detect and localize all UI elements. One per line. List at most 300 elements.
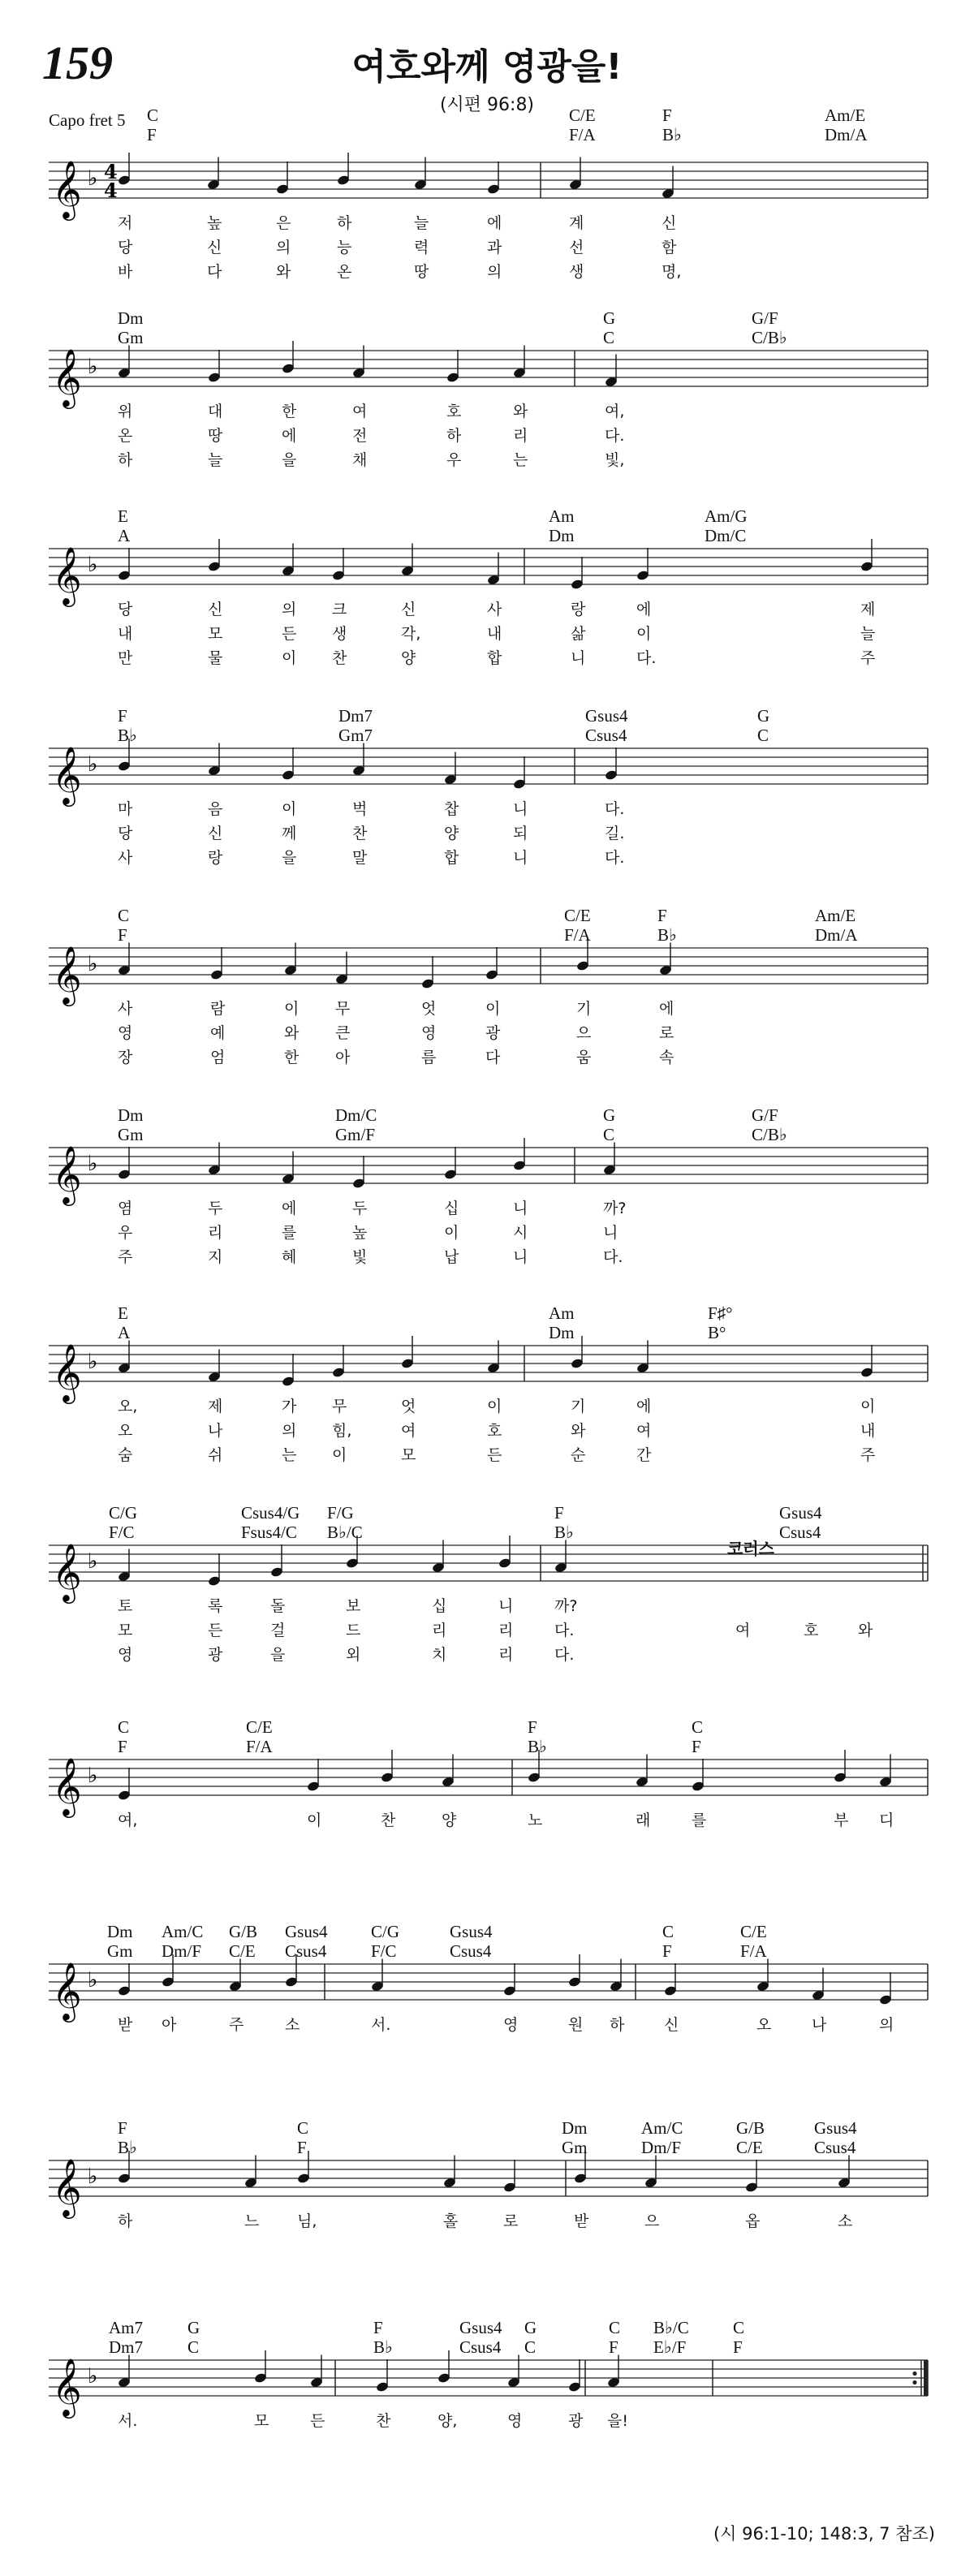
capo-label: Capo fret 5 (49, 110, 126, 130)
lyric-syllable: 와 (571, 1422, 586, 1440)
chord-symbol: Gm (118, 1125, 144, 1144)
chord-symbol: Am/C (641, 2118, 683, 2138)
lyric-syllable: 각, (401, 625, 421, 643)
lyric-syllable: 와 (276, 263, 291, 281)
chord-symbol: B♭ (373, 2337, 393, 2357)
lyric-syllable: 예 (210, 1024, 226, 1042)
lyric-syllable: 생 (332, 625, 347, 643)
music-staff (0, 1123, 974, 1213)
lyric-syllable: 에 (659, 1000, 674, 1018)
chord-symbol: F (118, 706, 127, 726)
lyric-syllable: 선 (569, 239, 584, 256)
lyric-syllable: 광 (208, 1646, 223, 1664)
chord-symbol: Fsus4/C (241, 1523, 297, 1542)
chord-symbol: C/E (246, 1717, 273, 1737)
lyric-syllable: 외 (346, 1646, 361, 1664)
lyric-syllable: 서. (371, 2016, 391, 2034)
lyric-syllable: 든 (208, 1622, 223, 1639)
chord-symbol: C/E (740, 1922, 767, 1941)
lyric-syllable: 느 (244, 2212, 260, 2230)
lyric-syllable: 다. (603, 1248, 623, 1266)
lyric-syllable: 에 (636, 601, 652, 618)
lyric-syllable: 늘 (860, 625, 876, 643)
lyric-syllable: 만 (118, 649, 133, 667)
lyric-syllable: 님, (297, 2212, 317, 2230)
lyric-syllable: 니 (513, 1200, 528, 1217)
lyric-syllable: 두 (208, 1200, 223, 1217)
lyric-syllable: 의 (282, 1422, 297, 1440)
chord-symbol: Dm (107, 1922, 133, 1941)
chord-symbol: B° (708, 1323, 726, 1342)
lyric-syllable: 영 (507, 2412, 523, 2430)
chord-symbol: F (147, 125, 157, 144)
lyric-syllable: 음 (208, 800, 223, 818)
chord-symbol: Gsus4 (779, 1503, 822, 1523)
lyric-syllable: 오 (756, 2016, 772, 2034)
lyric-syllable: 내 (860, 1422, 876, 1440)
lyric-syllable: 니 (513, 1248, 528, 1266)
treble-clef-icon: 𝄞 (52, 1144, 82, 1204)
lyric-syllable: 다 (207, 263, 222, 281)
lyric-syllable: 드 (346, 1622, 361, 1639)
lyric-syllable: 엇 (421, 1000, 437, 1018)
treble-clef-icon: 𝄞 (52, 545, 82, 605)
music-staff (0, 2336, 974, 2425)
chord-symbol: C (692, 1717, 704, 1737)
lyric-syllable: 와 (513, 403, 528, 420)
lyric-syllable: 모 (118, 1622, 133, 1639)
lyric-syllable: 돌 (270, 1597, 286, 1615)
lyric-syllable: 내 (118, 625, 133, 643)
lyric-syllable: 력 (414, 239, 429, 256)
lyric-syllable: 리 (432, 1622, 447, 1639)
lyric-syllable: 의 (487, 263, 502, 281)
chord-symbol: F (733, 2337, 743, 2357)
lyric-syllable: 을 (282, 849, 297, 867)
lyric-syllable: 랑 (571, 601, 586, 618)
lyric-syllable: 온 (337, 263, 352, 281)
chord-symbol: C (603, 1125, 615, 1144)
lyric-syllable: 보 (346, 1597, 361, 1615)
chord-symbol: B♭ (118, 726, 137, 745)
lyric-syllable: 장 (118, 1049, 133, 1066)
lyric-syllable: 명, (662, 263, 682, 281)
chord-symbol: Gm (107, 1941, 133, 1961)
lyric-syllable: 시 (513, 1224, 528, 1242)
lyric-syllable: 찹 (444, 800, 459, 818)
lyric-syllable: 여 (636, 1422, 652, 1440)
lyric-syllable: 께 (282, 825, 297, 842)
lyric-syllable: 힘, (332, 1422, 352, 1440)
chord-symbol: C/B♭ (752, 1125, 787, 1144)
chord-symbol: Dm (549, 526, 575, 545)
lyric-syllable: 에 (636, 1398, 652, 1415)
chord-symbol: Gsus4 (285, 1922, 328, 1941)
lyric-syllable: 길. (605, 825, 625, 842)
chord-symbol: G/F (752, 308, 778, 328)
lyric-syllable: 록 (208, 1597, 223, 1615)
lyric-syllable: 영 (503, 2016, 519, 2034)
treble-clef-icon: 𝄞 (52, 2157, 82, 2216)
lyric-syllable: 받 (574, 2212, 589, 2230)
lyric-syllable: 능 (337, 239, 352, 256)
lyric-syllable: 이 (284, 1000, 300, 1018)
lyric-syllable: 리 (498, 1622, 514, 1639)
key-signature-flat-icon: ♭ (88, 1764, 98, 1788)
lyric-syllable: 여 (401, 1422, 416, 1440)
lyric-syllable: 이 (307, 1811, 322, 1829)
lyric-syllable: 하 (118, 2212, 133, 2230)
lyric-syllable: 로 (503, 2212, 519, 2230)
chord-symbol: C (118, 1717, 130, 1737)
lyric-syllable: 지 (208, 1248, 223, 1266)
lyric-syllable: 엄 (210, 1049, 226, 1066)
chord-symbol: F/A (564, 925, 591, 945)
lyric-syllable: 다. (605, 800, 625, 818)
lyric-syllable: 노 (528, 1811, 543, 1829)
lyric-syllable: 여 (352, 403, 368, 420)
lyric-syllable: 혜 (282, 1248, 297, 1266)
lyric-syllable: 양, (437, 2412, 458, 2430)
lyric-syllable: 다 (485, 1049, 501, 1066)
lyric-syllable: 까? (554, 1597, 578, 1615)
lyric-syllable: 우 (118, 1224, 133, 1242)
chord-symbol: C (147, 106, 159, 125)
chord-symbol: B♭ (118, 2138, 137, 2157)
lyric-syllable: 을 (282, 451, 297, 469)
chord-symbol: Dm (549, 1323, 575, 1342)
lyric-syllable: 한 (284, 1049, 300, 1066)
chord-symbol: Am (549, 1303, 575, 1323)
lyric-syllable: 양 (401, 649, 416, 667)
chord-symbol: Dm7 (109, 2337, 143, 2357)
repeat-barline (924, 2360, 928, 2396)
key-signature-flat-icon: ♭ (88, 1968, 98, 1992)
chord-symbol: Am/E (825, 106, 866, 125)
chord-symbol: F/A (740, 1941, 767, 1961)
lyric-syllable: 물 (208, 649, 223, 667)
lyric-syllable: 치 (432, 1646, 447, 1664)
lyric-syllable: 큰 (335, 1024, 351, 1042)
lyric-syllable: 다. (605, 849, 625, 867)
lyric-syllable: 나 (812, 2016, 827, 2034)
chord-symbol: F/A (569, 125, 596, 144)
key-signature-flat-icon: ♭ (88, 952, 98, 976)
lyric-syllable: 말 (352, 849, 368, 867)
chord-symbol: B♭ (662, 125, 682, 144)
scripture-subtitle: (시편 96:8) (439, 95, 535, 115)
repeat-dot (912, 2371, 916, 2376)
chord-symbol: F♯° (708, 1303, 733, 1323)
chord-symbol: Csus4 (285, 1941, 327, 1961)
lyric-syllable: 합 (444, 849, 459, 867)
lyric-syllable: 름 (421, 1049, 437, 1066)
chord-symbol: Csus4 (585, 726, 627, 745)
key-signature-flat-icon: ♭ (88, 553, 98, 577)
lyric-syllable: 하 (610, 2016, 625, 2034)
lyric-syllable: 신 (207, 239, 222, 256)
chord-symbol: B♭ (554, 1523, 574, 1542)
lyric-syllable: 다. (605, 427, 625, 445)
lyric-syllable: 대 (208, 403, 223, 420)
chord-symbol: Dm/F (162, 1941, 202, 1961)
treble-clef-icon: 𝄞 (52, 2357, 82, 2416)
lyric-syllable: 서. (118, 2412, 138, 2430)
lyric-syllable: 납 (444, 1248, 459, 1266)
lyric-syllable: 저 (118, 214, 133, 232)
key-signature-flat-icon: ♭ (88, 752, 98, 777)
lyric-syllable: 에 (282, 1200, 297, 1217)
lyric-syllable: 토 (118, 1597, 133, 1615)
lyric-syllable: 크 (332, 601, 347, 618)
chord-symbol: Gsus4 (459, 2318, 502, 2337)
chord-symbol: C/E (569, 106, 596, 125)
lyric-syllable: 가 (282, 1398, 297, 1415)
treble-clef-icon: 𝄞 (52, 159, 82, 218)
lyric-syllable: 리 (513, 427, 528, 445)
lyric-syllable: 쉬 (208, 1446, 223, 1464)
lyric-syllable: 광 (485, 1024, 501, 1042)
key-signature-flat-icon: ♭ (88, 166, 98, 191)
lyric-syllable: 양 (444, 825, 459, 842)
chorus-lyric-syllable: 와 (858, 1622, 873, 1639)
chord-symbol: F (373, 2318, 383, 2337)
key-signature-flat-icon: ♭ (88, 2364, 98, 2389)
lyric-syllable: 을! (607, 2412, 628, 2430)
chord-symbol: F (528, 1717, 537, 1737)
lyric-syllable: 홀 (443, 2212, 459, 2230)
lyric-syllable: 이 (282, 649, 297, 667)
lyric-syllable: 여, (118, 1811, 138, 1829)
chord-symbol: G/B (736, 2118, 765, 2138)
lyric-syllable: 이 (636, 625, 652, 643)
chord-symbol: Dm7 (338, 706, 373, 726)
lyric-syllable: 이 (332, 1446, 347, 1464)
lyric-syllable: 제 (860, 601, 876, 618)
lyric-syllable: 주 (118, 1248, 133, 1266)
lyric-syllable: 니 (603, 1224, 618, 1242)
chord-symbol: Gsus4 (814, 2118, 857, 2138)
hymn-title: 여호와께 영광을! (351, 46, 623, 88)
lyric-syllable: 기 (576, 1000, 592, 1018)
lyric-syllable: 빛 (352, 1248, 368, 1266)
lyric-syllable: 신 (208, 601, 223, 618)
music-staff (0, 1735, 974, 1824)
lyric-syllable: 오, (118, 1398, 138, 1415)
chord-symbol: Dm/A (825, 125, 868, 144)
hymn-number: 159 (42, 37, 113, 89)
lyric-syllable: 다. (554, 1622, 575, 1639)
key-signature-flat-icon: ♭ (88, 1152, 98, 1176)
lyric-syllable: 디 (879, 1811, 894, 1829)
lyric-syllable: 받 (118, 2016, 133, 2034)
chord-symbol: F (118, 2118, 127, 2138)
chord-symbol: B♭ (657, 925, 677, 945)
lyric-syllable: 과 (487, 239, 502, 256)
chord-symbol: Gm (562, 2138, 588, 2157)
lyric-syllable: 광 (568, 2412, 584, 2430)
music-staff (0, 724, 974, 813)
chord-symbol: A (118, 1323, 131, 1342)
chord-symbol: F (118, 1737, 127, 1756)
lyric-syllable: 생 (569, 263, 584, 281)
lyric-syllable: 전 (352, 427, 368, 445)
chord-symbol: Gm7 (338, 726, 373, 745)
lyric-syllable: 를 (282, 1224, 297, 1242)
lyric-syllable: 원 (568, 2016, 584, 2034)
lyric-syllable: 당 (118, 239, 133, 256)
lyric-syllable: 하 (337, 214, 352, 232)
chord-symbol: C/G (371, 1922, 400, 1941)
chord-symbol: E♭/F (653, 2337, 687, 2357)
lyric-syllable: 을 (270, 1646, 286, 1664)
lyric-syllable: 를 (692, 1811, 707, 1829)
key-signature-flat-icon: ♭ (88, 2165, 98, 2189)
chord-symbol: C (297, 2118, 309, 2138)
lyric-syllable: 벅 (352, 800, 368, 818)
lyric-syllable: 계 (569, 214, 584, 232)
lyric-syllable: 랑 (208, 849, 223, 867)
chord-symbol: Gm/F (335, 1125, 376, 1144)
lyric-syllable: 찬 (376, 2412, 391, 2430)
lyric-syllable: 모 (208, 625, 223, 643)
lyric-syllable: 영 (118, 1024, 133, 1042)
lyric-syllable: 높 (352, 1224, 368, 1242)
chord-symbol: G (603, 1105, 616, 1125)
lyric-syllable: 간 (636, 1446, 652, 1464)
lyric-syllable: 부 (834, 1811, 849, 1829)
chord-symbol: F (657, 906, 667, 925)
lyric-syllable: 이 (282, 800, 297, 818)
chord-symbol: F (609, 2337, 618, 2357)
lyric-syllable: 소 (838, 2212, 853, 2230)
music-staff (0, 1940, 974, 2029)
lyric-syllable: 으 (644, 2212, 660, 2230)
lyric-syllable: 당 (118, 825, 133, 842)
lyric-syllable: 속 (659, 1049, 674, 1066)
lyric-syllable: 무 (332, 1398, 347, 1415)
lyric-syllable: 찬 (332, 649, 347, 667)
lyric-syllable: 엇 (401, 1398, 416, 1415)
chord-symbol: C/B♭ (752, 328, 787, 347)
lyric-syllable: 든 (282, 625, 297, 643)
chord-symbol: E (118, 506, 128, 526)
lyric-syllable: 이 (444, 1224, 459, 1242)
lyric-syllable: 이 (860, 1398, 876, 1415)
treble-clef-icon: 𝄞 (52, 1542, 82, 1601)
time-signature-top: 4 (104, 160, 118, 183)
chord-symbol: F/C (109, 1523, 135, 1542)
lyric-syllable: 으 (576, 1024, 592, 1042)
chorus-lyric-syllable: 여 (735, 1622, 751, 1639)
lyric-syllable: 사 (118, 849, 133, 867)
lyric-syllable: 리 (498, 1646, 514, 1664)
lyric-syllable: 우 (446, 451, 462, 469)
chord-symbol: Gsus4 (585, 706, 628, 726)
lyric-syllable: 신 (662, 214, 677, 232)
chord-symbol: C (187, 2337, 200, 2357)
chord-symbol: F (692, 1737, 701, 1756)
lyric-syllable: 까? (603, 1200, 627, 1217)
chord-symbol: Gsus4 (450, 1922, 493, 1941)
chord-symbol: C (609, 2318, 621, 2337)
chord-symbol: G (524, 2318, 537, 2337)
lyric-syllable: 내 (487, 625, 502, 643)
lyric-syllable: 제 (208, 1398, 223, 1415)
chord-symbol: F/A (246, 1737, 273, 1756)
chord-symbol: Am/G (705, 506, 748, 526)
chord-symbol: Csus4 (779, 1523, 821, 1542)
lyric-syllable: 니 (513, 849, 528, 867)
lyric-syllable: 숨 (118, 1446, 133, 1464)
chord-symbol: Gm (118, 328, 144, 347)
lyric-syllable: 온 (118, 427, 133, 445)
chord-symbol: C (603, 328, 615, 347)
lyric-syllable: 로 (659, 1024, 674, 1042)
treble-clef-icon: 𝄞 (52, 945, 82, 1004)
lyric-syllable: 에 (487, 214, 502, 232)
lyric-syllable: 한 (282, 403, 297, 420)
chord-symbol: Csus4 (459, 2337, 502, 2357)
lyric-syllable: 주 (860, 1446, 876, 1464)
lyric-syllable: 주 (229, 2016, 244, 2034)
lyric-syllable: 든 (310, 2412, 325, 2430)
lyric-syllable: 늘 (414, 214, 429, 232)
lyric-syllable: 의 (276, 239, 291, 256)
chord-symbol: Am (549, 506, 575, 526)
treble-clef-icon: 𝄞 (52, 1342, 82, 1402)
chord-symbol: F (118, 925, 127, 945)
chord-symbol: C (733, 2318, 745, 2337)
lyric-syllable: 래 (636, 1811, 651, 1829)
lyric-syllable: 양 (442, 1811, 457, 1829)
chord-symbol: C (757, 726, 769, 745)
lyric-syllable: 신 (208, 825, 223, 842)
lyric-syllable: 여, (605, 403, 625, 420)
chord-symbol: Dm (118, 308, 144, 328)
lyric-syllable: 높 (207, 214, 222, 232)
chord-symbol: F/G (327, 1503, 354, 1523)
chord-symbol: Am/E (815, 906, 856, 925)
lyric-syllable: 늘 (208, 451, 223, 469)
chord-symbol: C (118, 906, 130, 925)
lyric-syllable: 다. (636, 649, 657, 667)
lyric-syllable: 사 (487, 601, 502, 618)
lyric-syllable: 이 (485, 1000, 501, 1018)
lyric-syllable: 채 (352, 451, 368, 469)
chord-symbol: Dm/C (335, 1105, 377, 1125)
chord-symbol: Dm/A (815, 925, 858, 945)
lyric-syllable: 나 (208, 1422, 223, 1440)
chord-symbol: Dm/C (705, 526, 747, 545)
lyric-syllable: 의 (879, 2016, 894, 2034)
lyric-syllable: 와 (284, 1024, 300, 1042)
lyric-syllable: 찬 (381, 1811, 396, 1829)
lyric-syllable: 다. (554, 1646, 575, 1664)
lyric-syllable: 니 (513, 800, 528, 818)
music-staff (0, 2136, 974, 2225)
lyric-syllable: 십 (432, 1597, 447, 1615)
chord-symbol: C/E (564, 906, 591, 925)
lyric-syllable: 십 (444, 1200, 459, 1217)
lyric-syllable: 사 (118, 1000, 133, 1018)
lyric-syllable: 두 (352, 1200, 368, 1217)
chord-symbol: G (757, 706, 770, 726)
chord-symbol: B♭/C (653, 2318, 689, 2337)
treble-clef-icon: 𝄞 (52, 347, 82, 407)
lyric-syllable: 아 (335, 1049, 351, 1066)
lyric-syllable: 찬 (352, 825, 368, 842)
